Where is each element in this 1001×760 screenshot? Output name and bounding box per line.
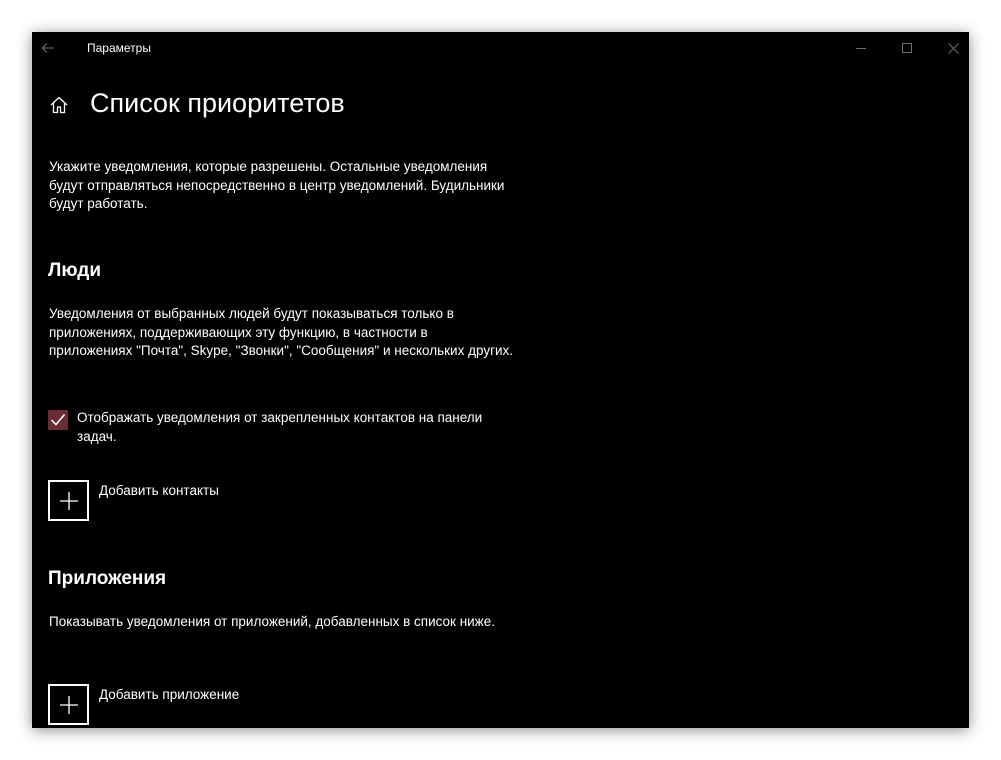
checkmark-icon bbox=[50, 413, 66, 427]
maximize-icon bbox=[902, 43, 912, 53]
minimize-icon bbox=[856, 43, 866, 53]
people-heading: Люди bbox=[48, 260, 102, 281]
close-icon bbox=[948, 43, 959, 54]
home-icon bbox=[49, 95, 69, 115]
add-contacts-label[interactable]: Добавить контакты bbox=[99, 483, 219, 498]
add-contacts-button[interactable] bbox=[48, 480, 219, 521]
pinned-contacts-checkbox-label[interactable]: Отображать уведомления от закрепленных контактов на панели задач. bbox=[77, 410, 483, 444]
minimize-button[interactable] bbox=[838, 32, 884, 64]
plus-icon bbox=[60, 492, 78, 510]
arrow-left-icon bbox=[41, 42, 55, 54]
title-bar bbox=[32, 32, 969, 64]
intro-text: Укажите уведомления, которые разрешены. Остальные уведомления будут отправляться непосредственно в центр уведомлений. Будильники будут работать. bbox=[49, 159, 505, 211]
pinned-contacts-checkbox-row[interactable] bbox=[48, 409, 518, 446]
page-title: Список приоритетов bbox=[90, 88, 345, 118]
settings-window bbox=[32, 32, 969, 728]
add-app-plus-box[interactable] bbox=[48, 684, 89, 725]
window-title: Параметры bbox=[87, 41, 151, 55]
pinned-contacts-checkbox[interactable] bbox=[48, 410, 68, 430]
apps-description: Показывать уведомления от приложений, добавленных в список ниже. bbox=[49, 614, 495, 629]
add-contacts-plus-box[interactable] bbox=[48, 480, 89, 521]
back-button[interactable] bbox=[32, 32, 64, 64]
apps-heading: Приложения bbox=[48, 568, 167, 589]
add-app-button[interactable] bbox=[48, 684, 239, 725]
people-description: Уведомления от выбранных людей будут показываться только в приложениях, поддерживающих эту функцию, в частности в приложениях "Почта", Skype, "Звонки", "Сообщения" и нескольких других. bbox=[49, 306, 514, 358]
plus-icon bbox=[60, 696, 78, 714]
home-button[interactable] bbox=[46, 92, 72, 118]
close-button[interactable] bbox=[930, 32, 969, 64]
add-app-label[interactable]: Добавить приложение bbox=[99, 687, 240, 702]
maximize-button[interactable] bbox=[884, 32, 930, 64]
